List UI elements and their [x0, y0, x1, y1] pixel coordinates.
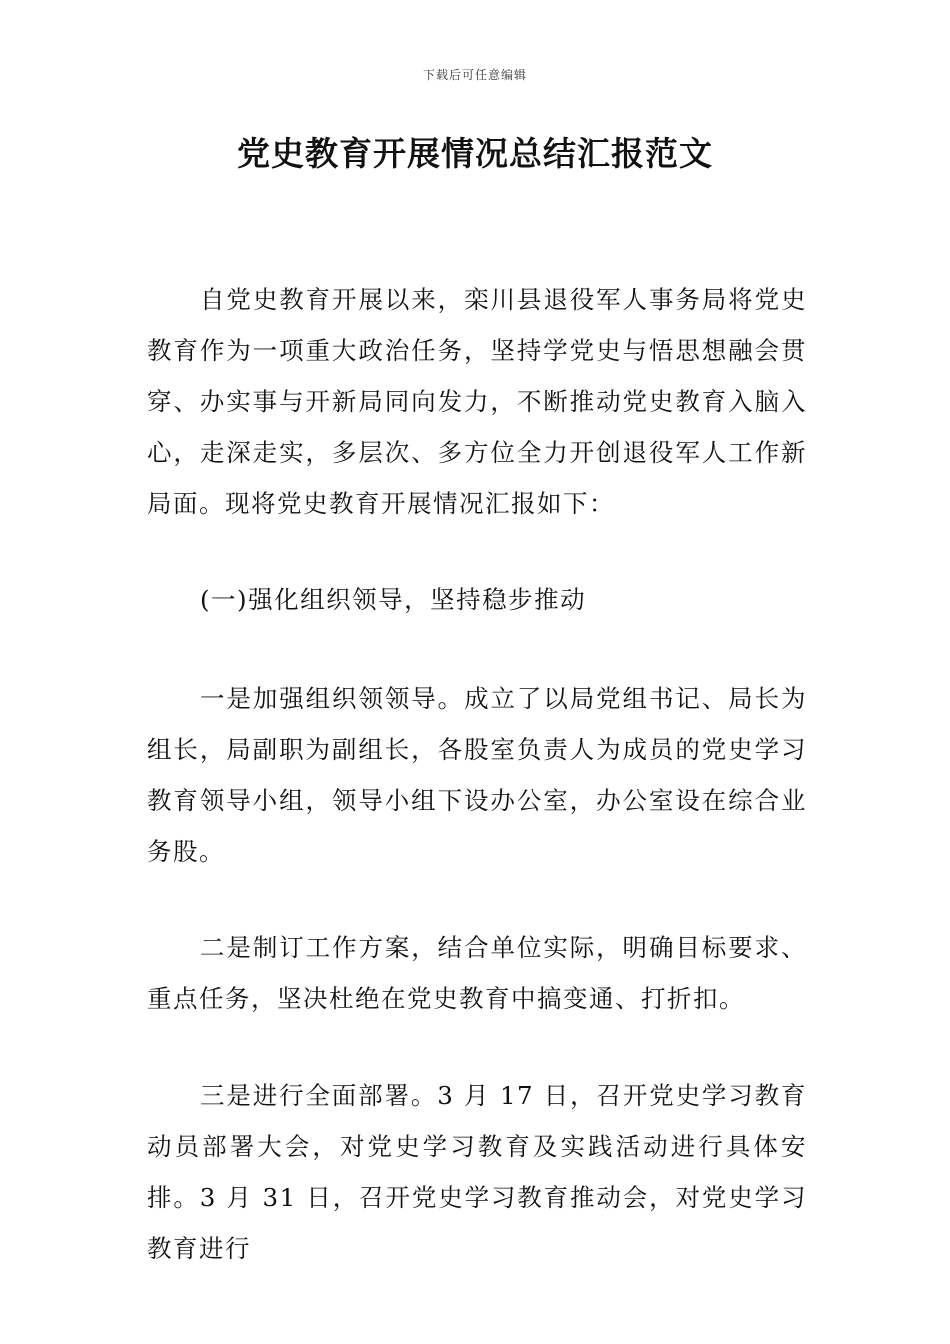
paragraph-item-1: 一是加强组织领领导。成立了以局党组书记、局长为组长，局副职为副组长，各股室负责人为成员的党史学习教育领导小组，领导小组下设办公室，办公室设在综合业务股。 — [147, 684, 807, 866]
section-heading-1: (一)强化组织领导，坚持稳步推动 — [200, 585, 587, 614]
document-title: 党史教育开展情况总结汇报范文 — [237, 134, 713, 173]
paragraph-item-2: 二是制订工作方案，结合单位实际，明确目标要求、重点任务，坚决杜绝在党史教育中搞变通、打折扣。 — [147, 933, 807, 1013]
paragraph-item-3: 三是进行全面部署。3 月 17 日，召开党史学习教育动员部署大会，对党史学习教育及实践活动进行具体安排。3 月 31 日，召开党史学习教育推动会，对党史学习教育进行 — [147, 1081, 807, 1263]
header-note: 下载后可任意编辑 — [422, 68, 527, 82]
paragraph-intro: 自党史教育开展以来，栾川县退役军人事务局将党史教育作为一项重大政治任务，坚持学党史与悟思想融会贯穿、办实事与开新局同向发力，不断推动党史教育入脑入心，走深走实，多层次、多方位全力开创退役军人工作新局面。现将党史教育开展情况汇报如下： — [147, 285, 807, 518]
